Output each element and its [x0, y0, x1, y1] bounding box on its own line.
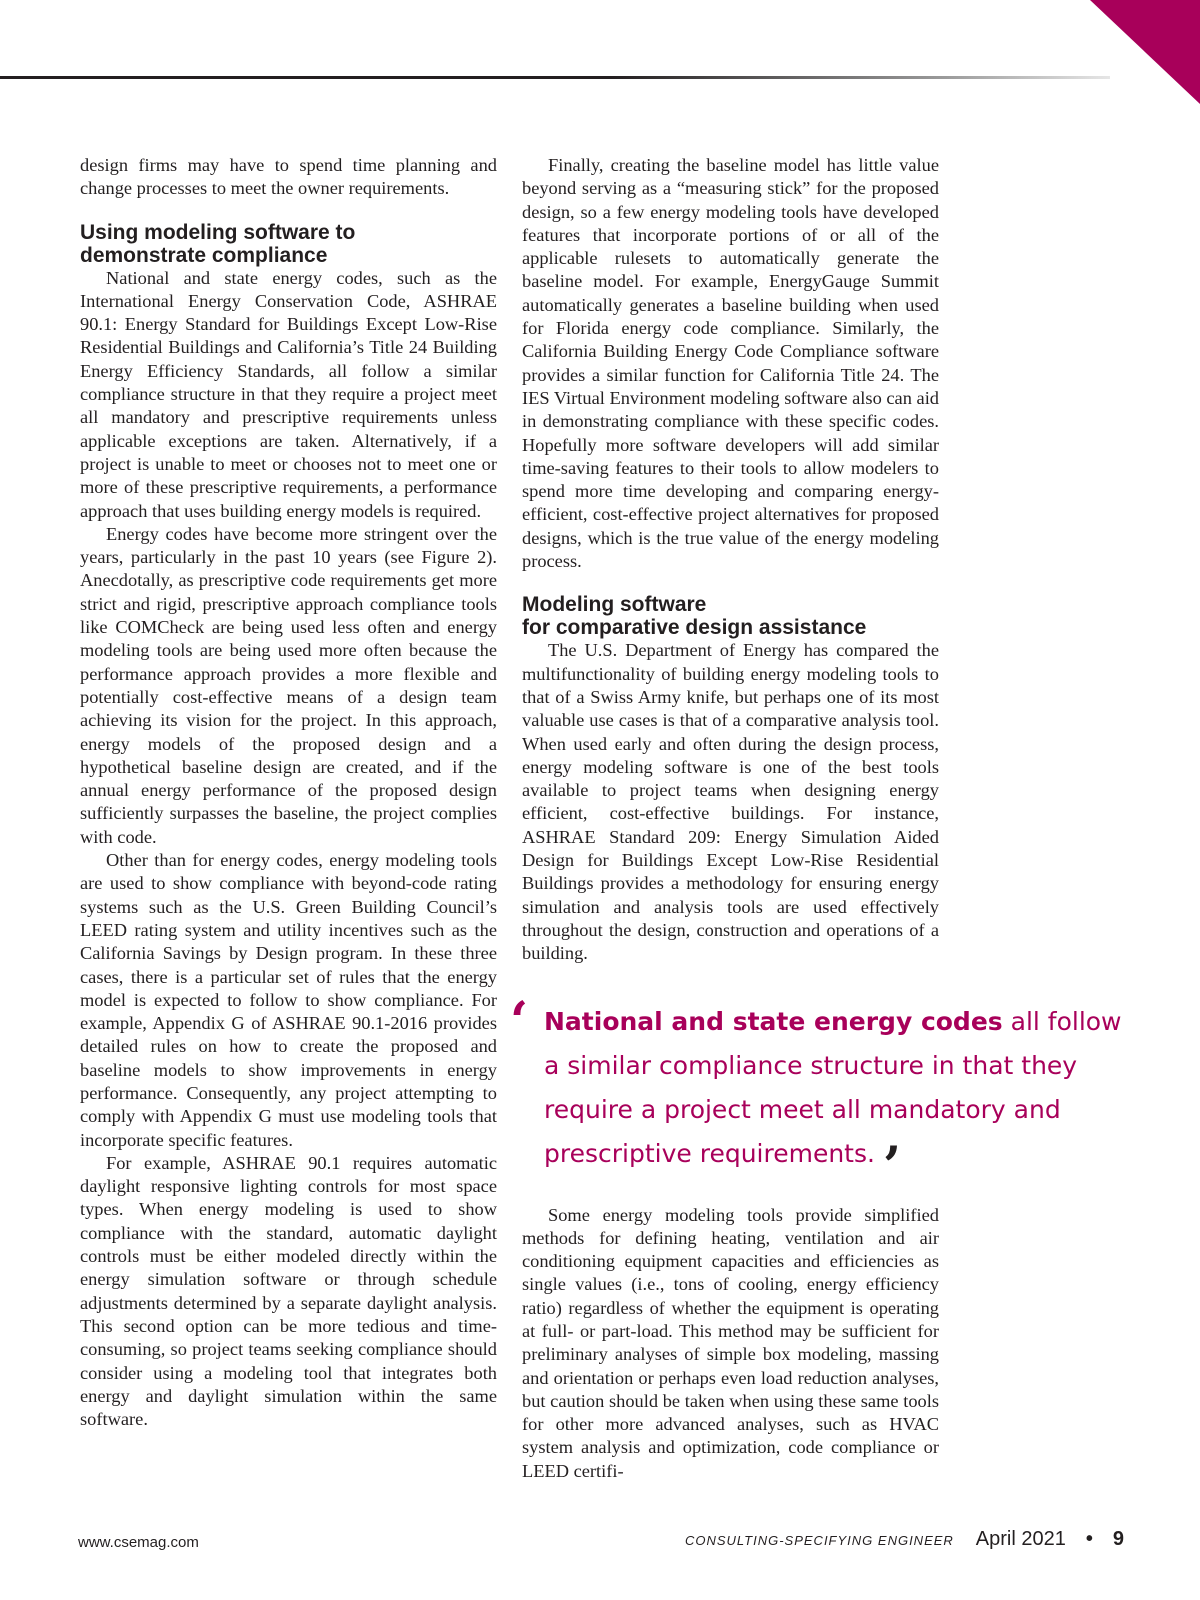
footer-folio	[685, 1528, 1124, 1551]
body-paragraph: National and state energy codes, such as the International Energy Conservation Code, ASHRAE 90.1: Energy Standard for Buildings Except Low-Rise Residential Buildings and California’s Title 24 Building Energy Efficiency Standards, all follow a similar compliance structure in that they require a project meet all mandatory and prescriptive requirements unless applicable exceptions are taken. Alternatively, if a project is unable to meet or chooses not to meet one or more of these prescriptive requirements, a performance approach that uses building energy models is required.	[80, 267, 497, 521]
close-quote-mark: ’	[882, 1135, 902, 1197]
left-column	[80, 154, 497, 1431]
bullet-separator: •	[1085, 1528, 1093, 1550]
pull-quote-emphasis: National and state energy codes	[544, 1006, 1003, 1036]
open-quote-mark: ‘	[510, 990, 529, 1052]
pull-quote	[500, 990, 1144, 1197]
body-paragraph: Some energy modeling tools provide simplified methods for defining heating, ventilation and air conditioning equipment capacities and efficiencies as single values (i.e., tons of cooling, energy efficiency ratio) regardless of whether the equipment is operating at full- or part-load. This method may be sufficient for preliminary analyses of simple box modeling, massing and orientation or perhaps even load reduction analyses, but caution should be taken when using these same tools for other more advanced analyses, such as HVAC system analysis and optimization, code compliance or LEED certifi-	[522, 1204, 939, 1481]
body-paragraph: Other than for energy codes, energy modeling tools are used to show compliance with beyond-code rating systems such as the U.S. Green Building Council’s LEED rating system and utility incentives such as the California Savings by Design program. In these three cases, there is a particular set of rules that the energy model is expected to follow to show compliance. For example, Appendix G of ASHRAE 90.1-2016 provides detailed rules on how to create the proposed and baseline models to show improvements in energy performance. Consequently, any project attempting to comply with Appendix G must use modeling tools that incorporate specific features.	[80, 850, 497, 1150]
left-paragraph-continuation: design firms may have to spend time planning and change processes to meet the owner requirements.	[80, 155, 497, 199]
heading-line: demonstrate compliance	[80, 243, 328, 267]
body-paragraph: The U.S. Department of Energy has compared the multifunctionality of building energy modeling tools to that of a Swiss Army knife, but perhaps one of its most valuable use cases is that of a comparative analysis tool. When used early and often during the design process, energy modeling software is one of the best tools available to project teams when designing energy efficient, cost-effective buildings. For instance, ASHRAE Standard 209: Energy Simulation Aided Design for Buildings Except Low-Rise Residential Buildings provides a methodology for ensuring energy simulation and analysis tools are used effectively throughout the design, construction and operations of a building.	[522, 640, 939, 964]
pull-quote-text: all follow a similar compliance structure in that they require a project meet all mandatory and prescriptive requirements.	[544, 1006, 1122, 1168]
heading-line: Using modeling software to	[80, 220, 356, 244]
section-heading-compliance	[80, 221, 497, 267]
right-column	[510, 154, 1122, 1483]
body-paragraph: Energy codes have become more stringent over the years, particularly in the past 10 years (see Figure 2). Anecdotally, as prescriptive code requirements get more strict and rigid, prescriptive approach compliance tools like COMCheck are being used less often and energy modeling tools are being used more often because the performance approach provides a more flexible and potentially cost-effective means of a design team achieving its vision for the project. In this approach, energy models of the proposed design and a hypothetical baseline design are created, and if the annual energy performance of the proposed design sufficiently surpasses the baseline, the project complies with code.	[80, 523, 497, 847]
footer-url-link[interactable]: www.csemag.com	[78, 1534, 199, 1551]
body-paragraph: For example, ASHRAE 90.1 requires automatic daylight responsive lighting controls for most space types. When energy modeling is used to show compliance with the standard, automatic daylight controls must be either modeled directly within the energy simulation software or through schedule adjustments determined by a separate daylight analysis. This second option can be more tedious and time-consuming, so project teams seeking compliance should consider using a modeling tool that integrates both energy and daylight simulation within the same software.	[80, 1152, 497, 1430]
heading-line: for comparative design assistance	[522, 616, 867, 640]
issue-date: April 2021	[975, 1528, 1066, 1550]
corner-accent	[1090, 0, 1200, 104]
heading-line: Modeling software	[522, 593, 707, 617]
body-paragraph: Finally, creating the baseline model has little value beyond serving as a “measuring stick” for the proposed design, so a few energy modeling tools have developed features that incorporate portions of or all of the applicable rulesets to automatically generate the baseline model. For example, EnergyGauge Summit automatically generates a baseline building when used for Florida energy code compliance. Similarly, the California Building Energy Code Compliance software provides a similar function for California Title 24. The IES Virtual Environment modeling software also can aid in demonstrating compliance with these specific codes. Hopefully more software developers will add similar time-saving features to their tools to allow modelers to spend more time developing and comparing energy-efficient, cost-effective project alternatives for proposed designs, which is the true value of the energy modeling process.	[522, 155, 939, 572]
page-number: 9	[1112, 1528, 1124, 1550]
magazine-name: CONSULTING-SPECIFYING ENGINEER	[684, 1533, 954, 1548]
header-rule	[0, 76, 1110, 79]
section-heading-comparative	[522, 593, 939, 639]
